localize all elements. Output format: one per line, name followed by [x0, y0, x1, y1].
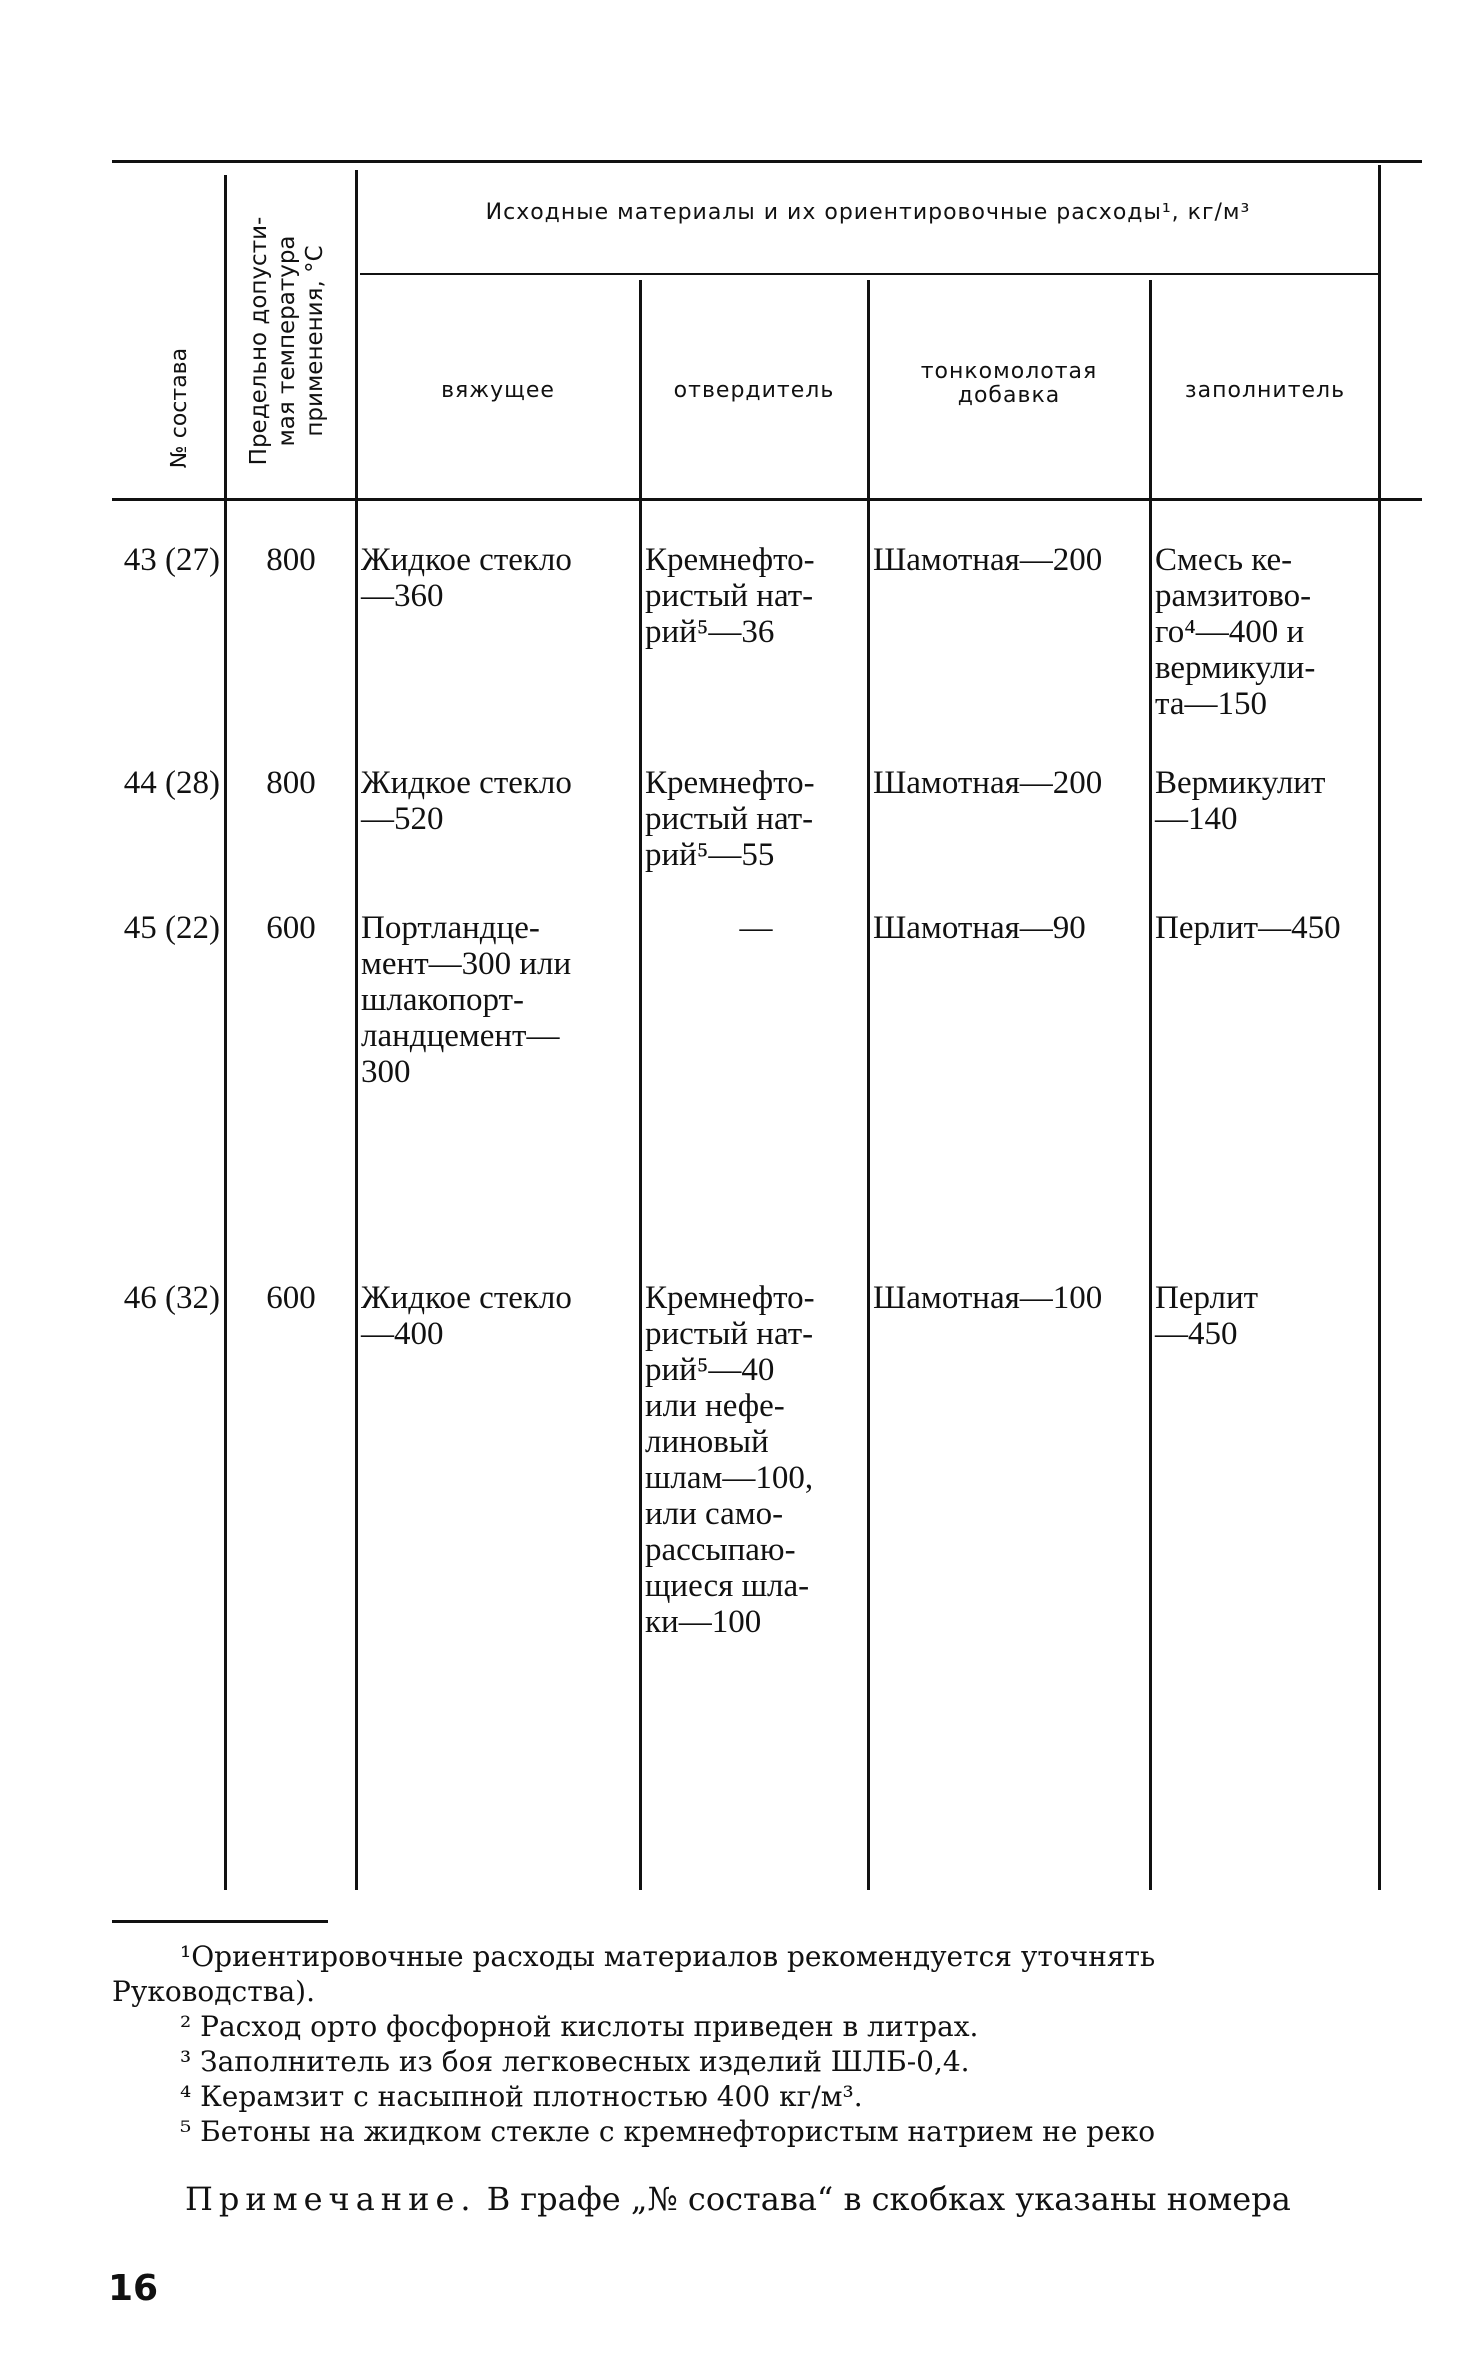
- table-row-filler: Перлит —450: [1155, 1280, 1259, 1352]
- header-additive: тонкомолотая добавка: [920, 359, 1098, 408]
- table-row-filler: Смесь ке- рамзитово- го⁴—400 и вермикули- та—150: [1155, 542, 1316, 722]
- table-row-filler: Перлит—450: [1155, 910, 1341, 946]
- header-filler: заполнитель: [1184, 378, 1346, 403]
- column-divider: [1149, 280, 1152, 1890]
- header-group-title: Исходные материалы и их ориентировочные расходы¹, кг/м³: [485, 200, 1251, 225]
- table-row-number: 45 (22): [123, 910, 220, 946]
- table-row-hardener: Кремнефто- ристый нат- рий⁵—55: [645, 765, 815, 873]
- table-row-additive: Шамотная—200: [873, 765, 1103, 801]
- column-divider: [1378, 165, 1381, 1890]
- header-bottom-rule: [112, 498, 1422, 501]
- note-text: В графе „№ состава“ в скобках указаны номера: [486, 2180, 1291, 2218]
- table-row-binder: Жидкое стекло —520: [361, 765, 572, 837]
- table-row-binder: Жидкое стекло —360: [361, 542, 572, 614]
- table-row-binder: Жидкое стекло —400: [361, 1280, 572, 1352]
- table-row-additive: Шамотная—90: [873, 910, 1086, 946]
- table-row-temperature: 600: [266, 910, 316, 946]
- table-row-temperature: 800: [266, 765, 316, 801]
- note: [185, 2180, 1291, 2218]
- header-number: № состава: [167, 347, 192, 469]
- table-row-hardener: Кремнефто- ристый нат- рий⁵—36: [645, 542, 815, 650]
- column-divider: [224, 175, 227, 1890]
- header-hardener: отвердитель: [673, 378, 835, 403]
- footnote: ³ Заполнитель из боя легковесных изделий ШЛБ-0,4.: [180, 2045, 970, 2078]
- table-row-number: 43 (27): [123, 542, 220, 578]
- note-label: Примечание.: [185, 2180, 477, 2218]
- footnote-separator: [112, 1920, 328, 1923]
- header-binder: вяжущее: [441, 378, 555, 403]
- group-header-rule: [360, 273, 1378, 275]
- footnote: ² Расход орто фосфорной кислоты приведен в литрах.: [180, 2010, 979, 2043]
- table-row-filler: Вермикулит —140: [1155, 765, 1326, 837]
- table-row-temperature: 800: [266, 542, 316, 578]
- page-number: 16: [108, 2268, 159, 2309]
- footnote: ¹Ориентировочные расходы материалов рекомендуется уточнять: [180, 1940, 1156, 1973]
- table-row-binder: Портландце- мент—300 или шлакопорт- ландцемент— 300: [361, 910, 572, 1090]
- footnote: Руководства).: [112, 1975, 315, 2008]
- column-divider: [355, 170, 358, 1890]
- table-row-temperature: 600: [266, 1280, 316, 1316]
- table-row-additive: Шамотная—100: [873, 1280, 1103, 1316]
- column-divider: [867, 280, 870, 1890]
- table-row-additive: Шамотная—200: [873, 542, 1103, 578]
- table-row-number: 44 (28): [123, 765, 220, 801]
- table-top-rule: [112, 160, 1422, 163]
- footnote: ⁴ Керамзит с насыпной плотностью 400 кг/м³.: [180, 2080, 863, 2113]
- table-row-number: 46 (32): [123, 1280, 220, 1316]
- footnote: ⁵ Бетоны на жидком стекле с кремнефтористым натрием не реко: [180, 2115, 1156, 2148]
- table-row-hardener: Кремнефто- ристый нат- рий⁵—40 или нефе- линовый шлам—100, или само- рассыпаю- щиеся шла- ки—100: [645, 1280, 815, 1640]
- table-row-hardener: —: [739, 910, 773, 946]
- header-temperature: Предельно допусти- мая температура применения, °С: [246, 216, 328, 466]
